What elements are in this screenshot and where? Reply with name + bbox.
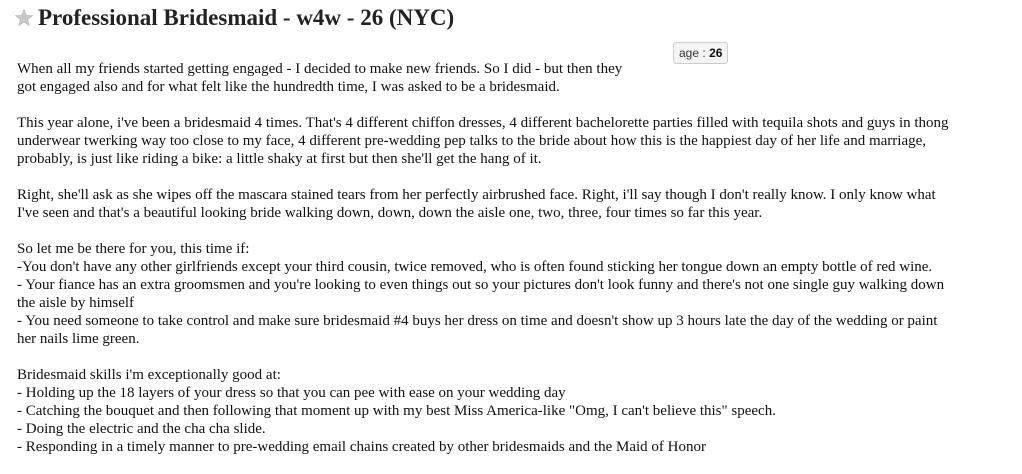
body-line: This year alone, i've been a bridesmaid 4 times. That's 4 different chiffon dresses, 4 different bachelorette parties filled with tequila shots and guys in thong [17, 115, 949, 131]
body-line: Bridesmaid skills i'm exceptionally good at: [17, 367, 281, 383]
body-line: -You don't have any other girlfriends except your third cousin, twice removed, who is often found sticking her tongue down an empty bottle of red wine. [17, 259, 933, 275]
body-line: - Responding in a timely manner to pre-wedding email chains created by other bridesmaids and the Maid of Honor [17, 439, 706, 455]
body-line: probably, is just like riding a bike: a little shaky at first but then she'll get the hang of it. [17, 151, 542, 167]
body-line: - Catching the bouquet and then following that moment up with my best Miss America-like "Omg, I can't believe this" speech. [17, 403, 776, 419]
posting-title-row [14, 6, 454, 30]
body-line: When all my friends started getting engaged - I decided to make new friends. So I did - but then they [17, 61, 623, 77]
age-value: 26 [709, 46, 723, 60]
body-line: underwear twerking way too close to my face, 4 different pre-wedding pep talks to the bride about how this is the happiest day of her life and marriage, [17, 133, 927, 149]
body-line: Right, she'll ask as she wipes off the mascara stained tears from her perfectly airbrushed face. Right, i'll say though I don't really know. I only know what [17, 187, 936, 203]
body-paragraph [17, 114, 1007, 168]
body-line: - You need someone to take control and make sure bridesmaid #4 buys her dress on time and doesn't show up 3 hours late the day of the wedding or paint [17, 313, 938, 329]
body-line: - Doing the electric and the cha cha slide. [17, 421, 266, 437]
star-icon[interactable] [14, 8, 34, 28]
body-line: - Your fiance has an extra groomsmen and you're looking to even things out so your pictures don't look funny and there's not one single guy walking down [17, 277, 945, 293]
posting-body [17, 60, 1007, 474]
body-line: I've seen and that's a beautiful looking bride walking down, down, down the aisle one, two, three, four times so far this year. [17, 205, 763, 221]
body-line: her nails lime green. [17, 331, 140, 347]
body-paragraph [17, 186, 1007, 222]
age-separator: : [702, 46, 706, 60]
body-paragraph [17, 240, 1007, 348]
posting-title: Professional Bridesmaid - w4w - 26 (NYC) [38, 5, 455, 30]
body-line: the aisle by himself [17, 295, 135, 311]
body-paragraph [17, 366, 1007, 456]
body-paragraph [17, 60, 1007, 96]
age-label: age [679, 46, 700, 60]
body-line: got engaged also and for what felt like the hundredth time, I was asked to be a bridesmaid. [17, 79, 560, 95]
body-line: - Holding up the 18 layers of your dress so that you can pee with ease on your wedding day [17, 385, 566, 401]
body-line: So let me be there for you, this time if: [17, 241, 250, 257]
